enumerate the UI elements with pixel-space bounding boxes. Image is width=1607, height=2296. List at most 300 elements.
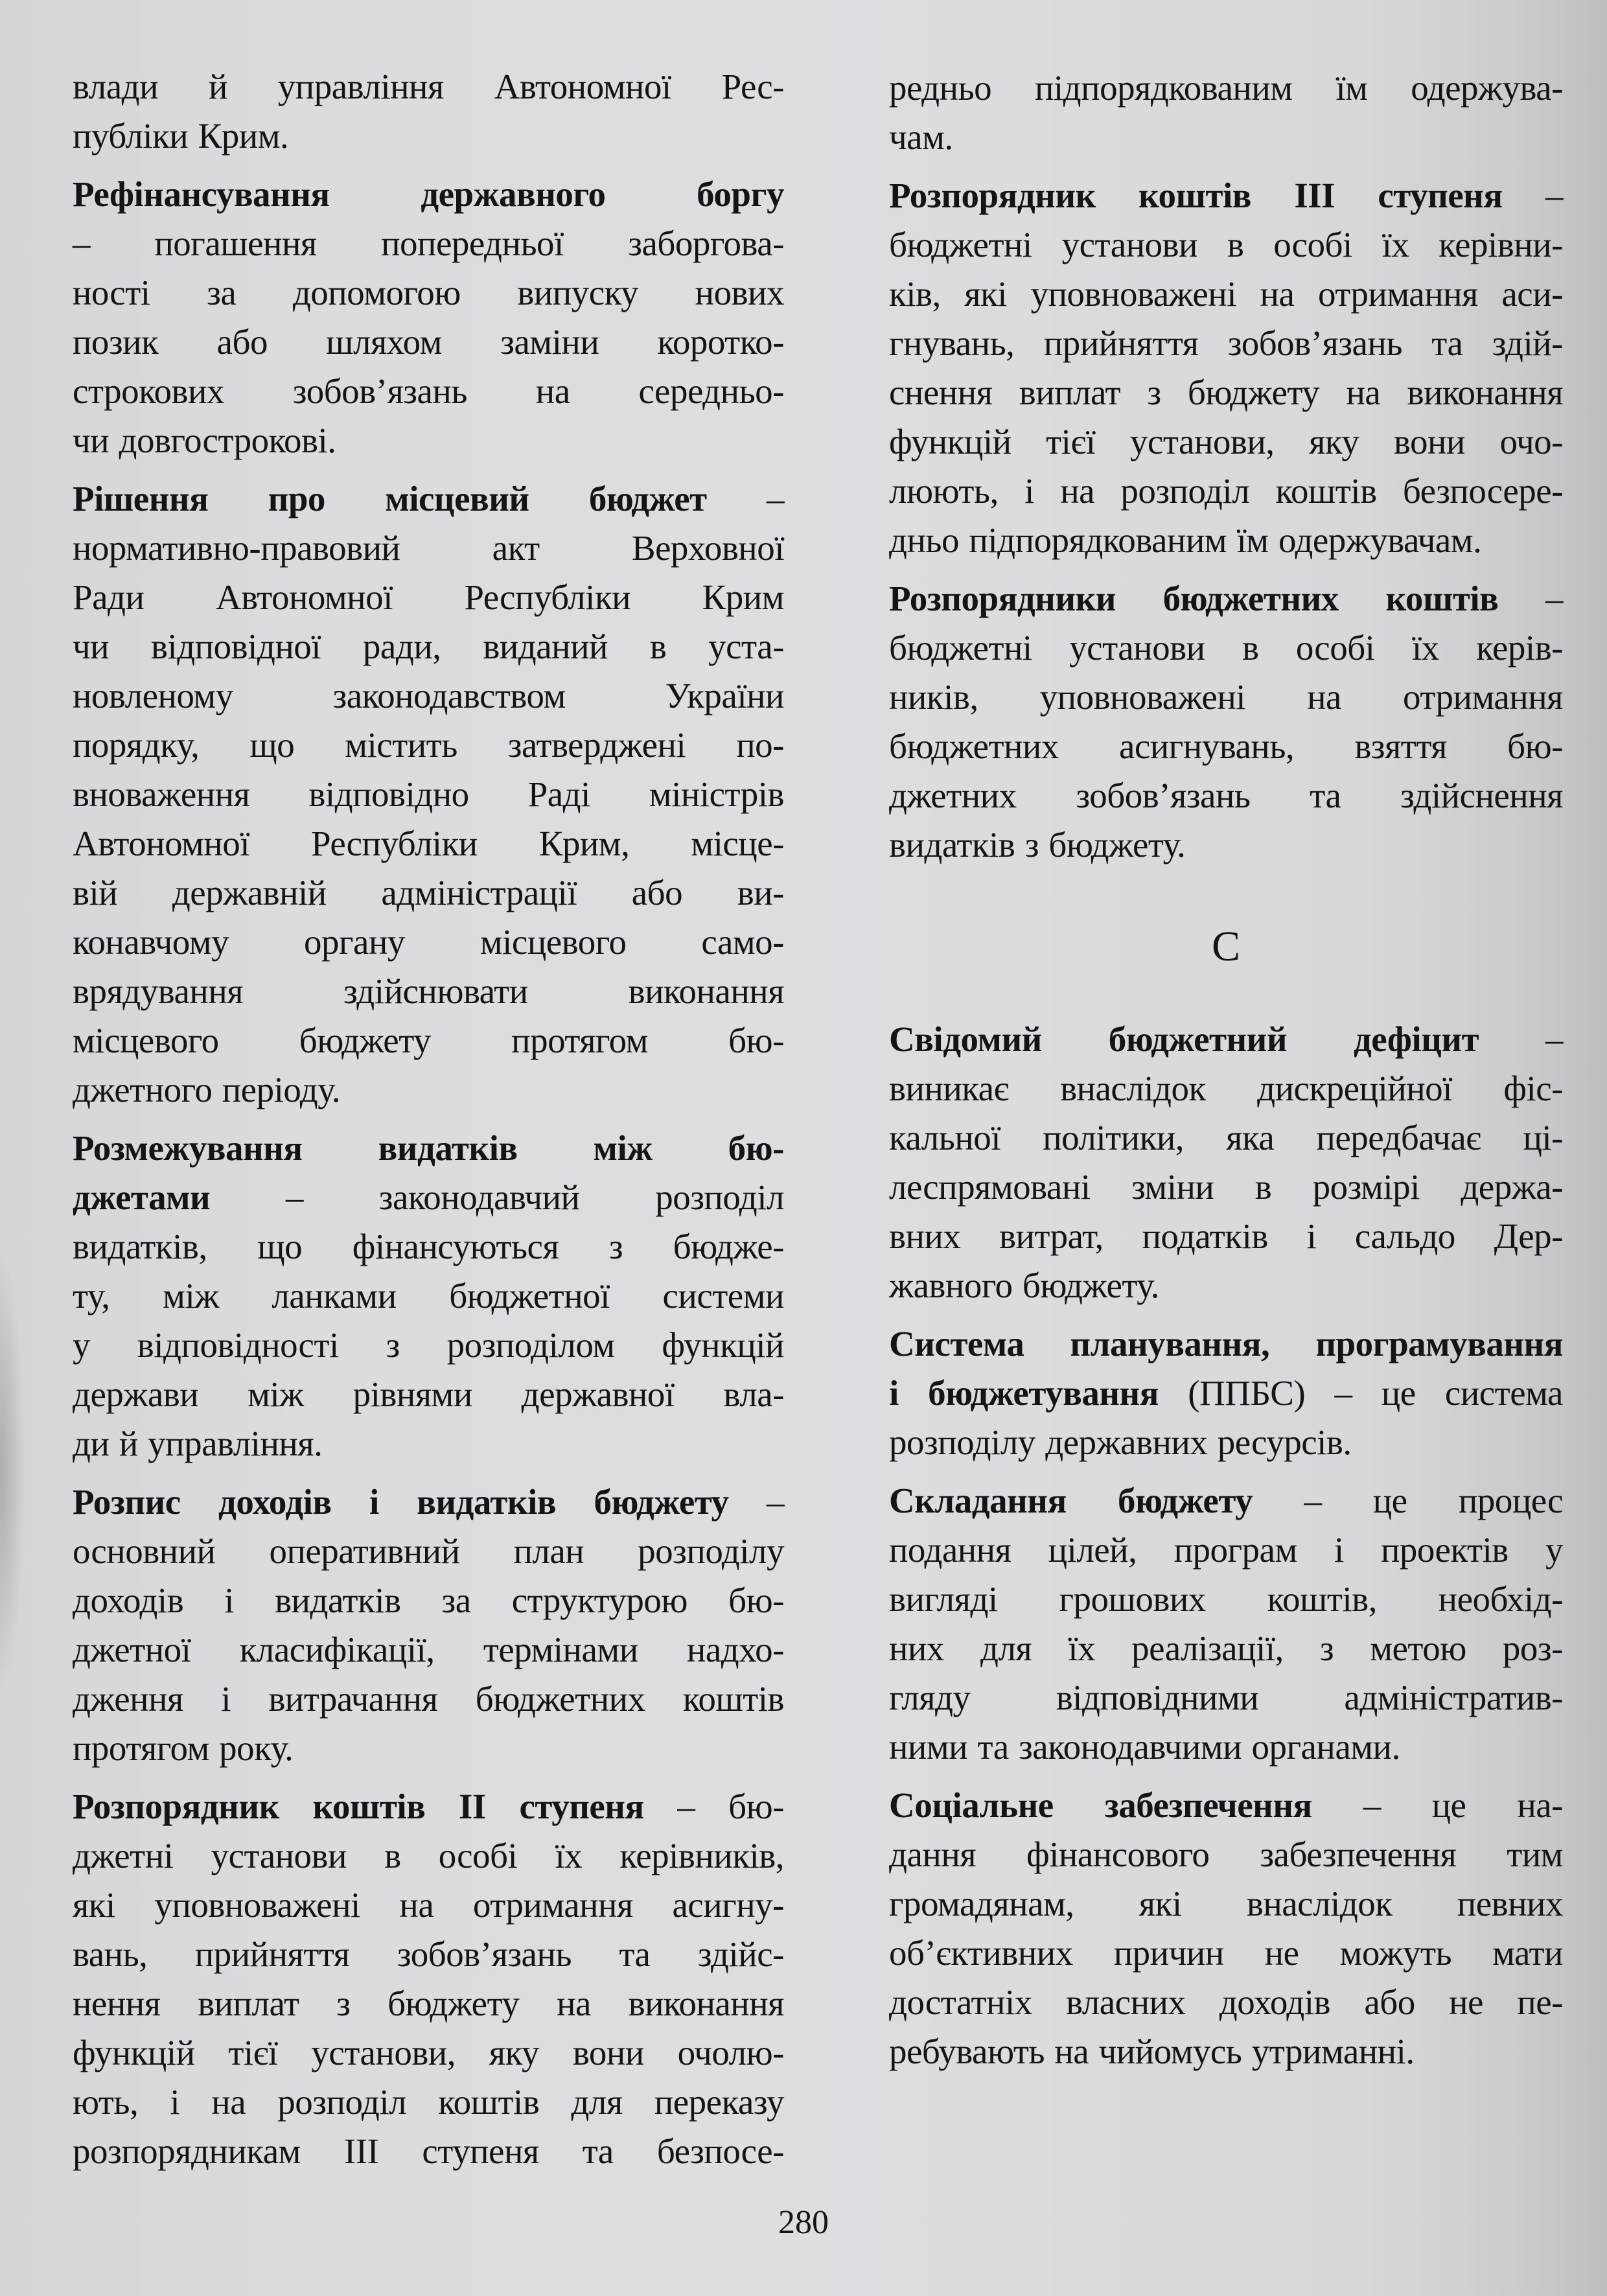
definition-word: (ППБС) xyxy=(1188,1373,1306,1413)
definition-word: жавного xyxy=(889,1266,1013,1305)
term-word: Складання xyxy=(889,1481,1067,1520)
definition-word: нення xyxy=(73,1984,161,2023)
definition-word: ними xyxy=(889,1727,968,1767)
glossary-entry xyxy=(889,1476,1563,1772)
definition-word: для xyxy=(980,1629,1032,1668)
definition-word: які xyxy=(964,274,1008,314)
definition-word: керівни- xyxy=(1439,225,1563,264)
definition-word: функцій xyxy=(73,2033,195,2072)
definition-word: виконання xyxy=(628,1984,784,2023)
definition-word: коштів, xyxy=(1267,1579,1377,1619)
term-word: між xyxy=(593,1128,653,1168)
text-line xyxy=(73,1016,784,1065)
definition-word: законодавчий xyxy=(378,1177,580,1217)
definition-word: бюдже- xyxy=(673,1227,784,1266)
section-letter-heading: С xyxy=(1211,923,1241,970)
definition-word: люють, xyxy=(889,471,999,511)
text-line xyxy=(73,1419,784,1468)
term-word: Система xyxy=(889,1324,1024,1363)
term-word: і xyxy=(889,1373,899,1413)
definition-word: які xyxy=(1139,1884,1182,1923)
term-word: III xyxy=(1294,176,1335,215)
text-line xyxy=(73,1065,784,1115)
definition-word: в xyxy=(384,1836,401,1875)
definition-word: випуску xyxy=(517,273,639,312)
definition-word: них xyxy=(889,1629,944,1668)
text-line xyxy=(73,868,784,918)
definition-word: ків, xyxy=(889,274,941,314)
definition-word: цілей, xyxy=(1048,1530,1137,1570)
definition-word: яку xyxy=(1309,422,1359,461)
definition-word: ланками xyxy=(272,1276,397,1316)
text-line xyxy=(889,368,1563,417)
definition-word: передбачає xyxy=(1316,1118,1481,1157)
definition-word: позик xyxy=(73,322,159,362)
text-line xyxy=(73,1478,784,1527)
definition-word: бю- xyxy=(728,1021,784,1060)
text-line xyxy=(889,1624,1563,1673)
text-line xyxy=(73,1930,784,1979)
definition-word: доходів xyxy=(73,1581,184,1620)
definition-word: за xyxy=(207,273,237,312)
definition-word: на xyxy=(1054,2032,1089,2071)
text-line xyxy=(889,1830,1563,1879)
definition-word: особі xyxy=(438,1836,518,1875)
definition-word: дискреційної xyxy=(1257,1069,1452,1108)
definition-word: необхід- xyxy=(1438,1579,1563,1619)
definition-word: одержувачам. xyxy=(1278,520,1482,560)
term-word: II xyxy=(459,1787,486,1826)
definition-word: з xyxy=(608,1227,623,1266)
definition-word: з xyxy=(1319,1629,1334,1668)
definition-word: ви- xyxy=(737,873,784,912)
definition-word: установи xyxy=(211,1836,347,1875)
text-line xyxy=(889,270,1563,319)
definition-word: виконання xyxy=(1407,373,1563,412)
definition-word: чийомусь xyxy=(1098,2032,1242,2071)
definition-word: заміни xyxy=(500,322,599,362)
definition-word: які xyxy=(73,1885,115,1925)
definition-word: їх xyxy=(1411,628,1439,667)
right-column-bottom xyxy=(889,1015,1563,2076)
definition-word: й xyxy=(208,67,227,106)
definition-word: редньо xyxy=(889,68,992,108)
text-line xyxy=(889,1261,1563,1310)
right-column xyxy=(889,64,1563,2085)
definition-word: – xyxy=(73,224,90,263)
definition-word: бюджету. xyxy=(1048,825,1186,864)
definition-word: публіки xyxy=(73,116,189,156)
definition-word: – xyxy=(766,1482,784,1522)
definition-word: чи xyxy=(73,421,110,460)
text-line xyxy=(73,1881,784,1930)
definition-word: – xyxy=(1363,1785,1381,1825)
definition-word: ступеня xyxy=(422,2131,539,2171)
definition-word: їх xyxy=(1382,225,1409,264)
definition-word: протягом xyxy=(511,1021,648,1060)
term-word: бюджетування xyxy=(928,1373,1159,1413)
definition-word: надхо- xyxy=(686,1630,784,1669)
definition-word: джетних xyxy=(889,776,1017,815)
definition-word: міністрів xyxy=(649,774,784,814)
term-word: бюджет xyxy=(588,479,707,518)
definition-word: розподілу xyxy=(638,1531,784,1571)
definition-word: Раді xyxy=(527,774,590,814)
definition-word: установи, xyxy=(311,2033,456,2072)
definition-word: містить xyxy=(345,725,457,765)
text-line xyxy=(73,1675,784,1724)
definition-word: на xyxy=(1260,274,1295,314)
glossary-entry xyxy=(889,1319,1563,1467)
definition-word: Автономної xyxy=(494,67,671,106)
page-edge-shadow xyxy=(0,1244,26,1698)
text-line xyxy=(889,1722,1563,1772)
definition-word: уповноважені xyxy=(1039,677,1246,717)
definition-word: аси- xyxy=(1501,274,1563,314)
definition-word: і xyxy=(221,1679,231,1719)
definition-word: бю- xyxy=(1507,726,1563,766)
definition-word: і xyxy=(1024,471,1034,511)
definition-word: здійс- xyxy=(697,1934,784,1974)
text-line xyxy=(889,820,1563,870)
definition-word: виконання xyxy=(628,971,784,1011)
definition-word: допомогою xyxy=(292,273,461,312)
definition-word: зобов’язань xyxy=(397,1934,572,1974)
definition-word: у xyxy=(73,1325,90,1365)
text-line xyxy=(73,1173,784,1222)
definition-word: бюджету xyxy=(1187,373,1320,412)
definition-word: ці- xyxy=(1523,1118,1563,1157)
text-line xyxy=(73,1724,784,1773)
definition-word: утриманні. xyxy=(1251,2032,1415,2071)
term-word: Розмежування xyxy=(73,1128,303,1168)
definition-word: громадянам, xyxy=(889,1884,1074,1923)
text-line xyxy=(73,1831,784,1881)
definition-word: на xyxy=(1307,677,1341,717)
definition-word: і xyxy=(1334,1530,1344,1570)
definition-word: заборгова- xyxy=(628,224,784,263)
text-line xyxy=(73,474,784,524)
definition-word: розподілом xyxy=(446,1325,615,1365)
definition-word: і xyxy=(1306,1216,1317,1256)
definition-word: періоду. xyxy=(222,1070,341,1109)
definition-word: гнувань, xyxy=(889,323,1015,363)
definition-word: або xyxy=(1364,1982,1415,2022)
definition-word: установи xyxy=(1061,225,1197,264)
definition-word: Рес- xyxy=(721,67,784,106)
definition-word: безпосере- xyxy=(1402,471,1563,511)
glossary-entry xyxy=(889,1781,1563,2076)
definition-word: не xyxy=(1264,1933,1299,1973)
definition-word: можуть xyxy=(1339,1933,1452,1973)
definition-word: управління xyxy=(277,67,444,106)
definition-word: тієї xyxy=(228,2033,278,2072)
definition-word: та xyxy=(977,1727,1009,1767)
definition-word: і xyxy=(224,1581,235,1620)
definition-word: здійснення xyxy=(1400,776,1563,815)
definition-word: леспрямовані xyxy=(889,1167,1091,1207)
definition-word: з xyxy=(386,1325,400,1365)
definition-word: особі xyxy=(1273,225,1352,264)
definition-word: дження xyxy=(73,1679,183,1719)
text-line xyxy=(73,111,784,161)
definition-word: Ради xyxy=(73,577,145,617)
term-word: боргу xyxy=(697,174,784,214)
definition-word: безпосе- xyxy=(656,2131,784,2171)
definition-word: бюджету. xyxy=(1022,1266,1159,1305)
definition-word: – xyxy=(677,1787,695,1826)
definition-word: розпорядникам xyxy=(73,2131,301,2171)
glossary-entry xyxy=(73,1478,784,1773)
text-line xyxy=(889,1575,1563,1624)
term-word: доходів xyxy=(218,1482,332,1522)
definition-word: це xyxy=(1431,1785,1466,1825)
definition-word: та xyxy=(1310,776,1341,815)
definition-word: їх xyxy=(555,1836,583,1875)
definition-word: отримання xyxy=(1403,677,1563,717)
term-word: Свідомий xyxy=(889,1019,1042,1059)
definition-word: податків xyxy=(1142,1216,1268,1256)
definition-word: коротко- xyxy=(657,322,784,362)
definition-word: тим xyxy=(1507,1835,1563,1874)
definition-word: основний xyxy=(73,1531,216,1571)
definition-word: на- xyxy=(1517,1785,1563,1825)
definition-word: бюджетних xyxy=(889,726,1059,766)
text-line xyxy=(889,1064,1563,1113)
definition-word: вань, xyxy=(73,1934,148,1974)
definition-word: державної xyxy=(521,1374,675,1414)
definition-word: переказу xyxy=(654,2082,784,2122)
definition-word: довгострокові. xyxy=(119,421,336,460)
definition-word: роз- xyxy=(1502,1629,1563,1668)
definition-word: попередньої xyxy=(381,224,564,263)
glossary-entry xyxy=(889,171,1563,565)
definition-word: розмірі xyxy=(1312,1167,1420,1207)
definition-word: само- xyxy=(701,922,784,962)
text-line xyxy=(73,918,784,967)
text-line xyxy=(889,171,1563,220)
definition-word: отримання xyxy=(1317,274,1478,314)
text-line xyxy=(73,62,784,111)
definition-word: – xyxy=(1545,176,1563,215)
definition-word: отримання xyxy=(472,1885,633,1925)
definition-word: зобов’язань xyxy=(1227,323,1402,363)
text-line xyxy=(889,1929,1563,1978)
definition-word: вла- xyxy=(723,1374,784,1414)
text-line xyxy=(889,1978,1563,2027)
definition-word: місцевого xyxy=(480,922,627,962)
definition-word: асигнувань, xyxy=(1119,726,1295,766)
definition-word: класифікації, xyxy=(239,1630,435,1669)
definition-word: асигну- xyxy=(672,1885,784,1925)
definition-word: взяття xyxy=(1354,726,1447,766)
definition-word: уповноважені xyxy=(1030,274,1237,314)
definition-word: уста- xyxy=(708,627,784,666)
definition-word: мати xyxy=(1492,1933,1563,1973)
definition-word: доходів xyxy=(1219,1982,1330,2022)
term-word: Рішення xyxy=(73,479,209,518)
text-line xyxy=(73,318,784,367)
definition-word: Дер- xyxy=(1494,1216,1563,1256)
term-word: коштів xyxy=(312,1787,426,1826)
definition-word: ту, xyxy=(73,1276,110,1316)
glossary-entry-continuation xyxy=(889,64,1563,162)
term-word: про xyxy=(268,479,325,518)
definition-word: ресурсів. xyxy=(1217,1422,1352,1462)
definition-word: середньо- xyxy=(638,371,784,411)
glossary-entry xyxy=(73,1782,784,2176)
definition-word: вони xyxy=(572,2033,644,2072)
definition-word: з xyxy=(1147,373,1161,412)
definition-word: Крим, xyxy=(538,824,630,863)
definition-word: – xyxy=(1334,1373,1352,1413)
text-line xyxy=(889,574,1563,623)
definition-word: особі xyxy=(1295,628,1375,667)
definition-word: установи xyxy=(1069,628,1205,667)
text-line xyxy=(73,1321,784,1370)
definition-word: певних xyxy=(1457,1884,1563,1923)
term-word: видатків xyxy=(417,1482,557,1522)
definition-word: причин xyxy=(1113,1933,1224,1973)
definition-word: місцевого xyxy=(73,1021,219,1060)
definition-word: органу xyxy=(304,922,405,962)
definition-word: на xyxy=(535,371,570,411)
text-line xyxy=(73,1782,784,1831)
term-word: ступеня xyxy=(1378,176,1503,215)
definition-word: виплат xyxy=(1019,373,1121,412)
definition-word: зміни xyxy=(1131,1167,1214,1207)
right-column-top xyxy=(889,64,1563,870)
definition-word: бюджетної xyxy=(449,1276,610,1316)
definition-word: III xyxy=(343,2131,379,2171)
definition-word: прийняття xyxy=(194,1934,350,1974)
definition-word: вигляді xyxy=(889,1579,998,1619)
definition-word: забезпечення xyxy=(1260,1835,1457,1874)
term-word: Соціальне xyxy=(889,1785,1054,1825)
term-word: планування, xyxy=(1070,1324,1270,1363)
definition-word: власних xyxy=(1066,1982,1186,2022)
definition-word: бюджету xyxy=(299,1021,432,1060)
definition-word: здій- xyxy=(1492,323,1563,363)
definition-word: коштів xyxy=(438,2082,540,2122)
term-word: Розпорядник xyxy=(73,1787,279,1826)
definition-word: внаслідок xyxy=(1246,1884,1393,1923)
definition-word: порядку, xyxy=(73,725,200,765)
text-line xyxy=(73,2127,784,2176)
definition-word: тієї xyxy=(1046,422,1096,461)
definition-word: грошових xyxy=(1059,1579,1206,1619)
definition-word: функцій xyxy=(662,1325,784,1365)
text-line xyxy=(889,1163,1563,1212)
text-line xyxy=(889,417,1563,467)
definition-word: в xyxy=(1227,225,1244,264)
glossary-entry xyxy=(73,170,784,465)
text-line xyxy=(73,1979,784,2028)
definition-word: вони xyxy=(1393,422,1465,461)
definition-word: чам. xyxy=(889,117,953,157)
term-word: видатків xyxy=(378,1128,518,1168)
definition-word: держа- xyxy=(1461,1167,1563,1207)
definition-word: вій xyxy=(73,873,118,912)
definition-word: що xyxy=(257,1227,303,1266)
definition-word: Крим. xyxy=(198,116,289,156)
term-word: державного xyxy=(421,174,606,214)
definition-word: політики, xyxy=(1043,1118,1184,1157)
definition-word: термінами xyxy=(483,1630,638,1669)
definition-word: акт xyxy=(492,528,540,568)
definition-word: відповідності xyxy=(137,1325,339,1365)
definition-word: погашення xyxy=(154,224,317,263)
text-line xyxy=(73,1527,784,1576)
text-line xyxy=(889,319,1563,368)
definition-word: снення xyxy=(889,373,993,412)
definition-word: України xyxy=(665,676,784,715)
definition-word: бю- xyxy=(728,1787,784,1826)
definition-word: очо- xyxy=(1499,422,1563,461)
text-line xyxy=(73,367,784,416)
definition-word: бюджету xyxy=(387,1984,520,2023)
definition-word: ників, xyxy=(889,677,978,717)
definition-word: функцій xyxy=(889,422,1012,461)
definition-word: розподіл xyxy=(655,1177,784,1217)
definition-word: – xyxy=(766,479,784,518)
definition-word: нормативно-правовий xyxy=(73,528,400,568)
definition-word: на xyxy=(1060,471,1095,511)
definition-word: ди xyxy=(73,1424,110,1463)
term-word: бюджетних xyxy=(1162,579,1339,618)
definition-word: дньо xyxy=(889,520,959,560)
text-line xyxy=(889,1319,1563,1369)
definition-word: місце- xyxy=(691,824,784,863)
definition-word: бюджетні xyxy=(889,628,1032,667)
term-word: Розпис xyxy=(73,1482,181,1522)
text-line xyxy=(73,1625,784,1675)
text-line xyxy=(73,2028,784,2078)
definition-word: метою xyxy=(1370,1629,1466,1668)
text-line xyxy=(889,64,1563,113)
text-line xyxy=(73,622,784,671)
definition-word: і xyxy=(170,2082,180,2122)
definition-word: ють, xyxy=(73,2082,139,2122)
definition-word: видатків xyxy=(889,825,1015,864)
definition-word: протягом xyxy=(73,1728,209,1768)
definition-word: відповідної xyxy=(150,627,321,666)
text-line xyxy=(889,113,1563,162)
definition-word: пе- xyxy=(1517,1982,1563,2022)
text-line xyxy=(73,1576,784,1625)
definition-word: та xyxy=(582,2131,614,2171)
definition-word: року. xyxy=(219,1728,294,1768)
glossary-entry xyxy=(73,474,784,1115)
definition-word: Автономної xyxy=(215,577,393,617)
definition-word: установи, xyxy=(1129,422,1275,461)
definition-word: бюджетних xyxy=(475,1679,645,1719)
definition-word: адміністратив- xyxy=(1344,1678,1563,1717)
definition-word: керівників, xyxy=(619,1836,784,1875)
text-line xyxy=(889,1113,1563,1163)
definition-word: відповідно xyxy=(308,774,469,814)
term-word: джетами xyxy=(73,1177,211,1217)
definition-word: уповноважені xyxy=(154,1885,360,1925)
definition-word: проектів xyxy=(1380,1530,1509,1570)
definition-word: зобов’язань xyxy=(1076,776,1251,815)
definition-word: їм xyxy=(1236,520,1269,560)
term-word: програмування xyxy=(1315,1324,1563,1363)
definition-word: й xyxy=(119,1424,138,1463)
text-line xyxy=(73,770,784,819)
definition-word: ради, xyxy=(362,627,441,666)
definition-word: затверджені xyxy=(507,725,686,765)
